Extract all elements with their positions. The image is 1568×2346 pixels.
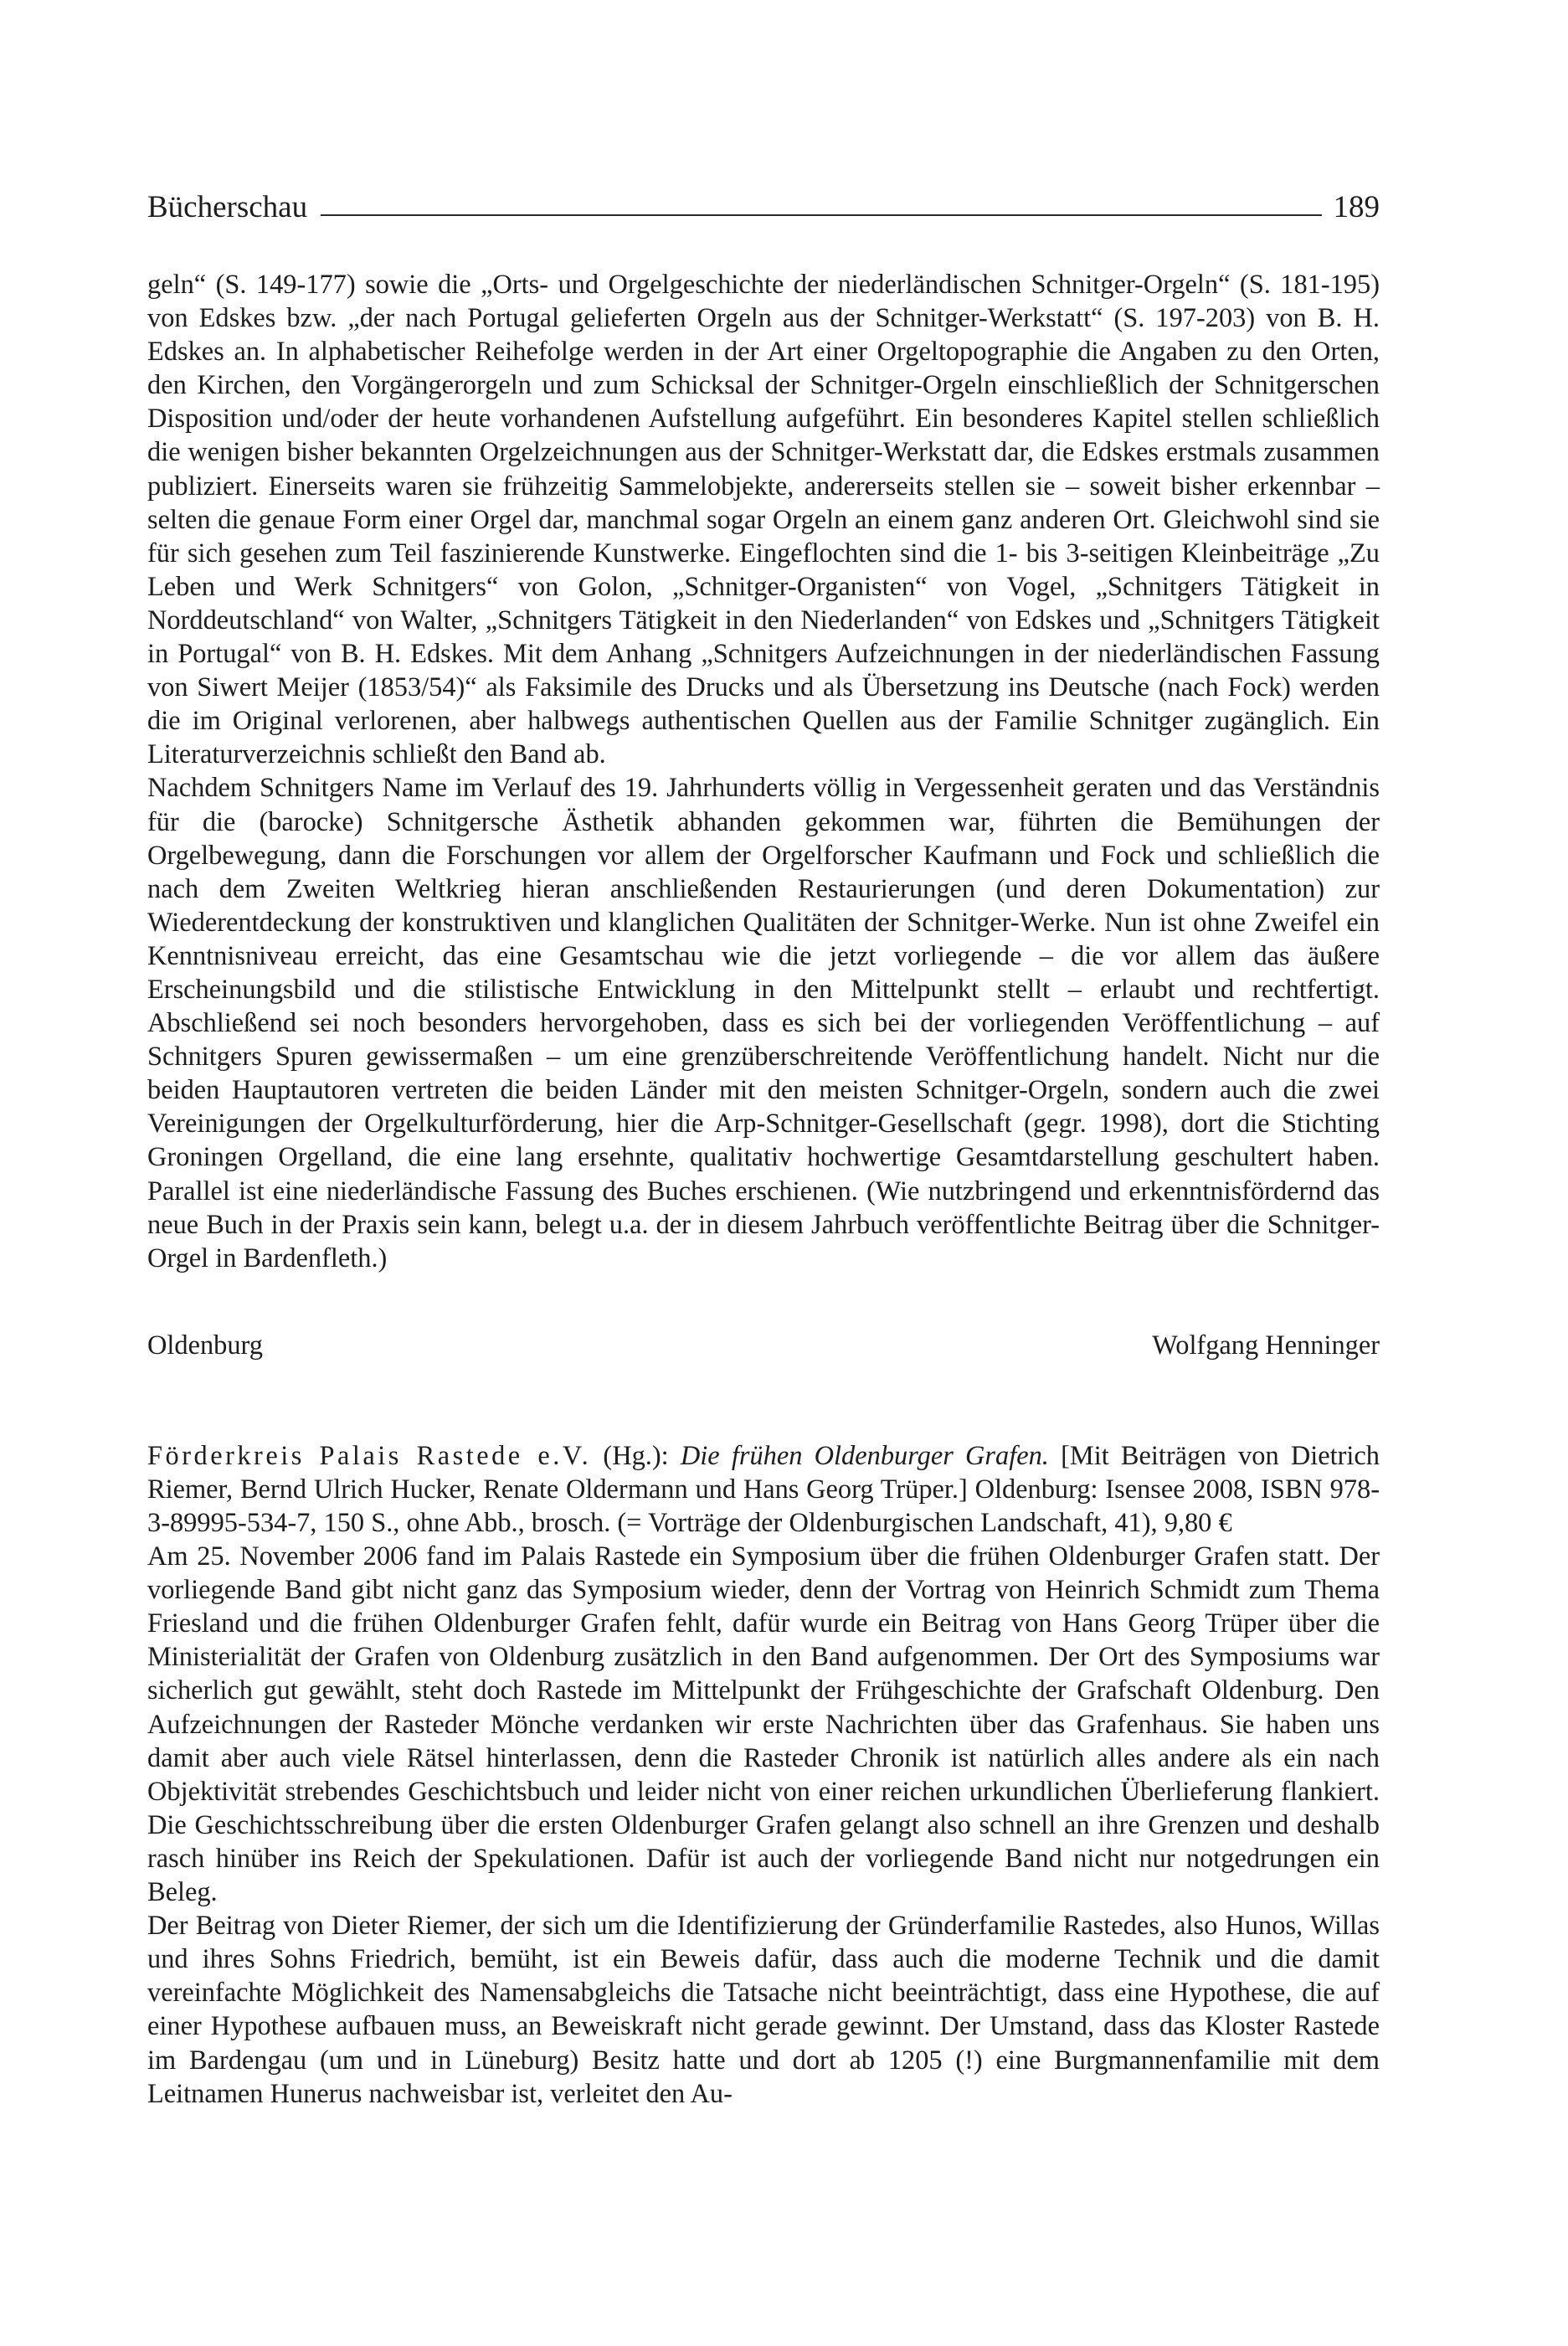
review1-paragraph-1: geln“ (S. 149-177) sowie die „Orts- und Orgelgeschichte der niederländischen Schnitger-Orgeln“ (S. 181-195) von Edskes bzw. „der nach Portugal gelieferten Orgeln aus der Schnitger-Werkstatt“ (S. 197-203) von B. H. Edskes an. In alphabetischer Reihefolge werden in der Art einer Orgeltopographie die Angaben zu den Orten, den Kirchen, den Vorgängerorgeln und zum Schicksal der Schnitger-Orgeln einschließlich der Schnitgerschen Disposition und/oder der heute vorhandenen Aufstellung aufgeführt. Ein besonderes Kapitel stellen schließlich die wenigen bisher bekannten Orgelzeichnungen aus der Schnitger-Werkstatt dar, die Edskes erstmals zusammen publiziert. Einerseits waren sie frühzeitig Sammelobjekte, andererseits stellen sie – soweit bisher erkennbar – selten die genaue Form einer Orgel dar, manchmal sogar Orgeln an einem ganz anderen Ort. Gleichwohl sind sie für sich gesehen zum Teil faszinierende Kunstwerke. Eingeflochten sind die 1- bis 3-seitigen Kleinbeiträge „Zu Leben und Werk Schnitgers“ von Golon, „Schnitger-Organisten“ von Vogel, „Schnitgers Tätigkeit in Norddeutschland“ von Walter, „Schnitgers Tätigkeit in den Niederlanden“ von Edskes und „Schnitgers Tätigkeit in Portugal“ von B. H. Edskes. Mit dem Anhang „Schnitgers Aufzeichnungen in der niederländischen Fassung von Siwert Meijer (1853/54)“ als Faksimile des Drucks und als Übersetzung ins Deutsche (nach Fock) werden die im Original verlorenen, aber halbwegs authentischen Quellen aus der Familie Schnitger zugänglich. Ein Literaturverzeichnis schließt den Band ab. — [147, 270, 1380, 770]
review2-paragraph-1: Am 25. November 2006 fand im Palais Rastede ein Symposium über die frühen Oldenburger Grafen statt. Der vorliegende Band gibt nicht ganz das Symposium wieder, denn der Vortrag von Heinrich Schmidt zum Thema Friesland und die frühen Oldenburger Grafen fehlt, dafür wurde ein Beitrag von Hans Georg Trüper über die Ministerialität der Grafen von Oldenburg zusätzlich in den Band aufgenommen. Der Ort des Symposiums war sicherlich gut gewählt, steht doch Rastede im Mittelpunkt der Frühgeschichte der Grafschaft Oldenburg. Den Aufzeichnungen der Rasteder Mönche verdanken wir erste Nachrichten über das Grafenhaus. Sie haben uns damit aber auch viele Rätsel hinterlassen, denn die Rasteder Chronik ist natürlich alles andere als ein nach Objektivität strebendes Geschichtsbuch und leider nicht von einer reichen urkundlichen Überlieferung flankiert. Die Geschichtsschreibung über die ersten Oldenburger Grafen gelangt also schnell an ihre Grenzen und deshalb rasch hinüber ins Reich der Spekulationen. Dafür ist auch der vorliegende Band nicht nur notgedrungen ein Beleg. — [147, 1541, 1380, 1908]
body-text — [147, 268, 1380, 2111]
review1-place: Oldenburg — [147, 1330, 263, 1361]
review1-signature — [147, 1329, 1380, 1362]
review2-biblio-details: [Mit Beiträgen von Dietrich Riemer, Bernd Ulrich Hucker, Renate Oldermann und Hans Georg Trüper.] Oldenburg: Isensee 2008, ISBN 978-3-89995-534-7, 150 S., ohne Abb., brosch. (= Vorträge der Oldenburgischen Landschaft, 41), 9,80 € — [147, 1440, 1380, 1538]
review2-paragraph-2: Der Beitrag von Dieter Riemer, der sich um die Identifizierung der Gründerfamilie Rastedes, also Hunos, Willas und ihres Sohns Friedrich, bemüht, ist ein Beweis dafür, dass auch die moderne Technik und die damit vereinfachte Möglichkeit des Namensabgleichs die Tatsache nicht beeinträchtigt, dass eine Hypothese, die auf einer Hypothese aufbauen muss, an Beweiskraft nicht gerade gewinnt. Der Umstand, dass das Kloster Rastede im Bardengau (um und in Lüneburg) Besitz hatte und dort ab 1205 (!) eine Burgmannenfamilie mit dem Leitnamen Hunerus nachweisbar ist, verleitet den Au- — [147, 1911, 1380, 2109]
page-number: 189 — [1333, 190, 1380, 224]
review2-entry — [147, 1439, 1380, 2111]
running-header — [147, 176, 1380, 226]
review1-paragraph-2: Nachdem Schnitgers Name im Verlauf des 19. Jahrhunderts völlig in Vergessenheit geraten und das Verständnis für die (barocke) Schnitgersche Ästhetik abhanden gekommen war, führten die Bemühungen der Orgelbewegung, dann die Forschungen vor allem der Orgelforscher Kaufmann und Fock und schließlich die nach dem Zweiten Weltkrieg hieran anschließenden Restaurierungen (und deren Dokumentation) zur Wiederentdeckung der konstruktiven und klanglichen Qualitäten der Schnitger-Werke. Nun ist ohne Zweifel ein Kenntnisniveau erreicht, das eine Gesamtschau wie die jetzt vorliegende – die vor allem das äußere Erscheinungsbild und die stilistische Entwicklung in den Mittelpunkt stellt – erlaubt und rechtfertigt. Abschließend sei noch besonders hervorgehoben, dass es sich bei der vorliegenden Veröffentlichung – auf Schnitgers Spuren gewissermaßen – um eine grenzüberschreitende Veröffentlichung handelt. Nicht nur die beiden Hauptautoren vertreten die beiden Länder mit den meisten Schnitger-Orgeln, sondern auch die zwei Vereinigungen der Orgelkulturförderung, hier die Arp-Schnitger-Gesellschaft (gegr. 1998), dort die Stichting Groningen Orgelland, die eine lang ersehnte, qualitativ hochwertige Gesamtdarstellung geschultert haben. Parallel ist eine niederländische Fassung des Buches erschienen. (Wie nutzbringend und erkenntnisfördernd das neue Buch in der Praxis sein kann, belegt u.a. der in diesem Jahrbuch veröffentlichte Beitrag über die Schnitger-Orgel in Bardenfleth.) — [147, 773, 1380, 1273]
review2-book-title: Die frühen Oldenburger Grafen. — [680, 1440, 1049, 1471]
running-title: Bücherschau — [147, 190, 308, 224]
review2-editor-suffix: (Hg.): — [591, 1440, 681, 1471]
review2-bibliography — [147, 1439, 1380, 1540]
review2-editor: Förderkreis Palais Rastede e.V. — [147, 1440, 592, 1471]
header-rule — [321, 214, 1321, 216]
review1-reviewer: Wolfgang Henninger — [1152, 1330, 1380, 1361]
